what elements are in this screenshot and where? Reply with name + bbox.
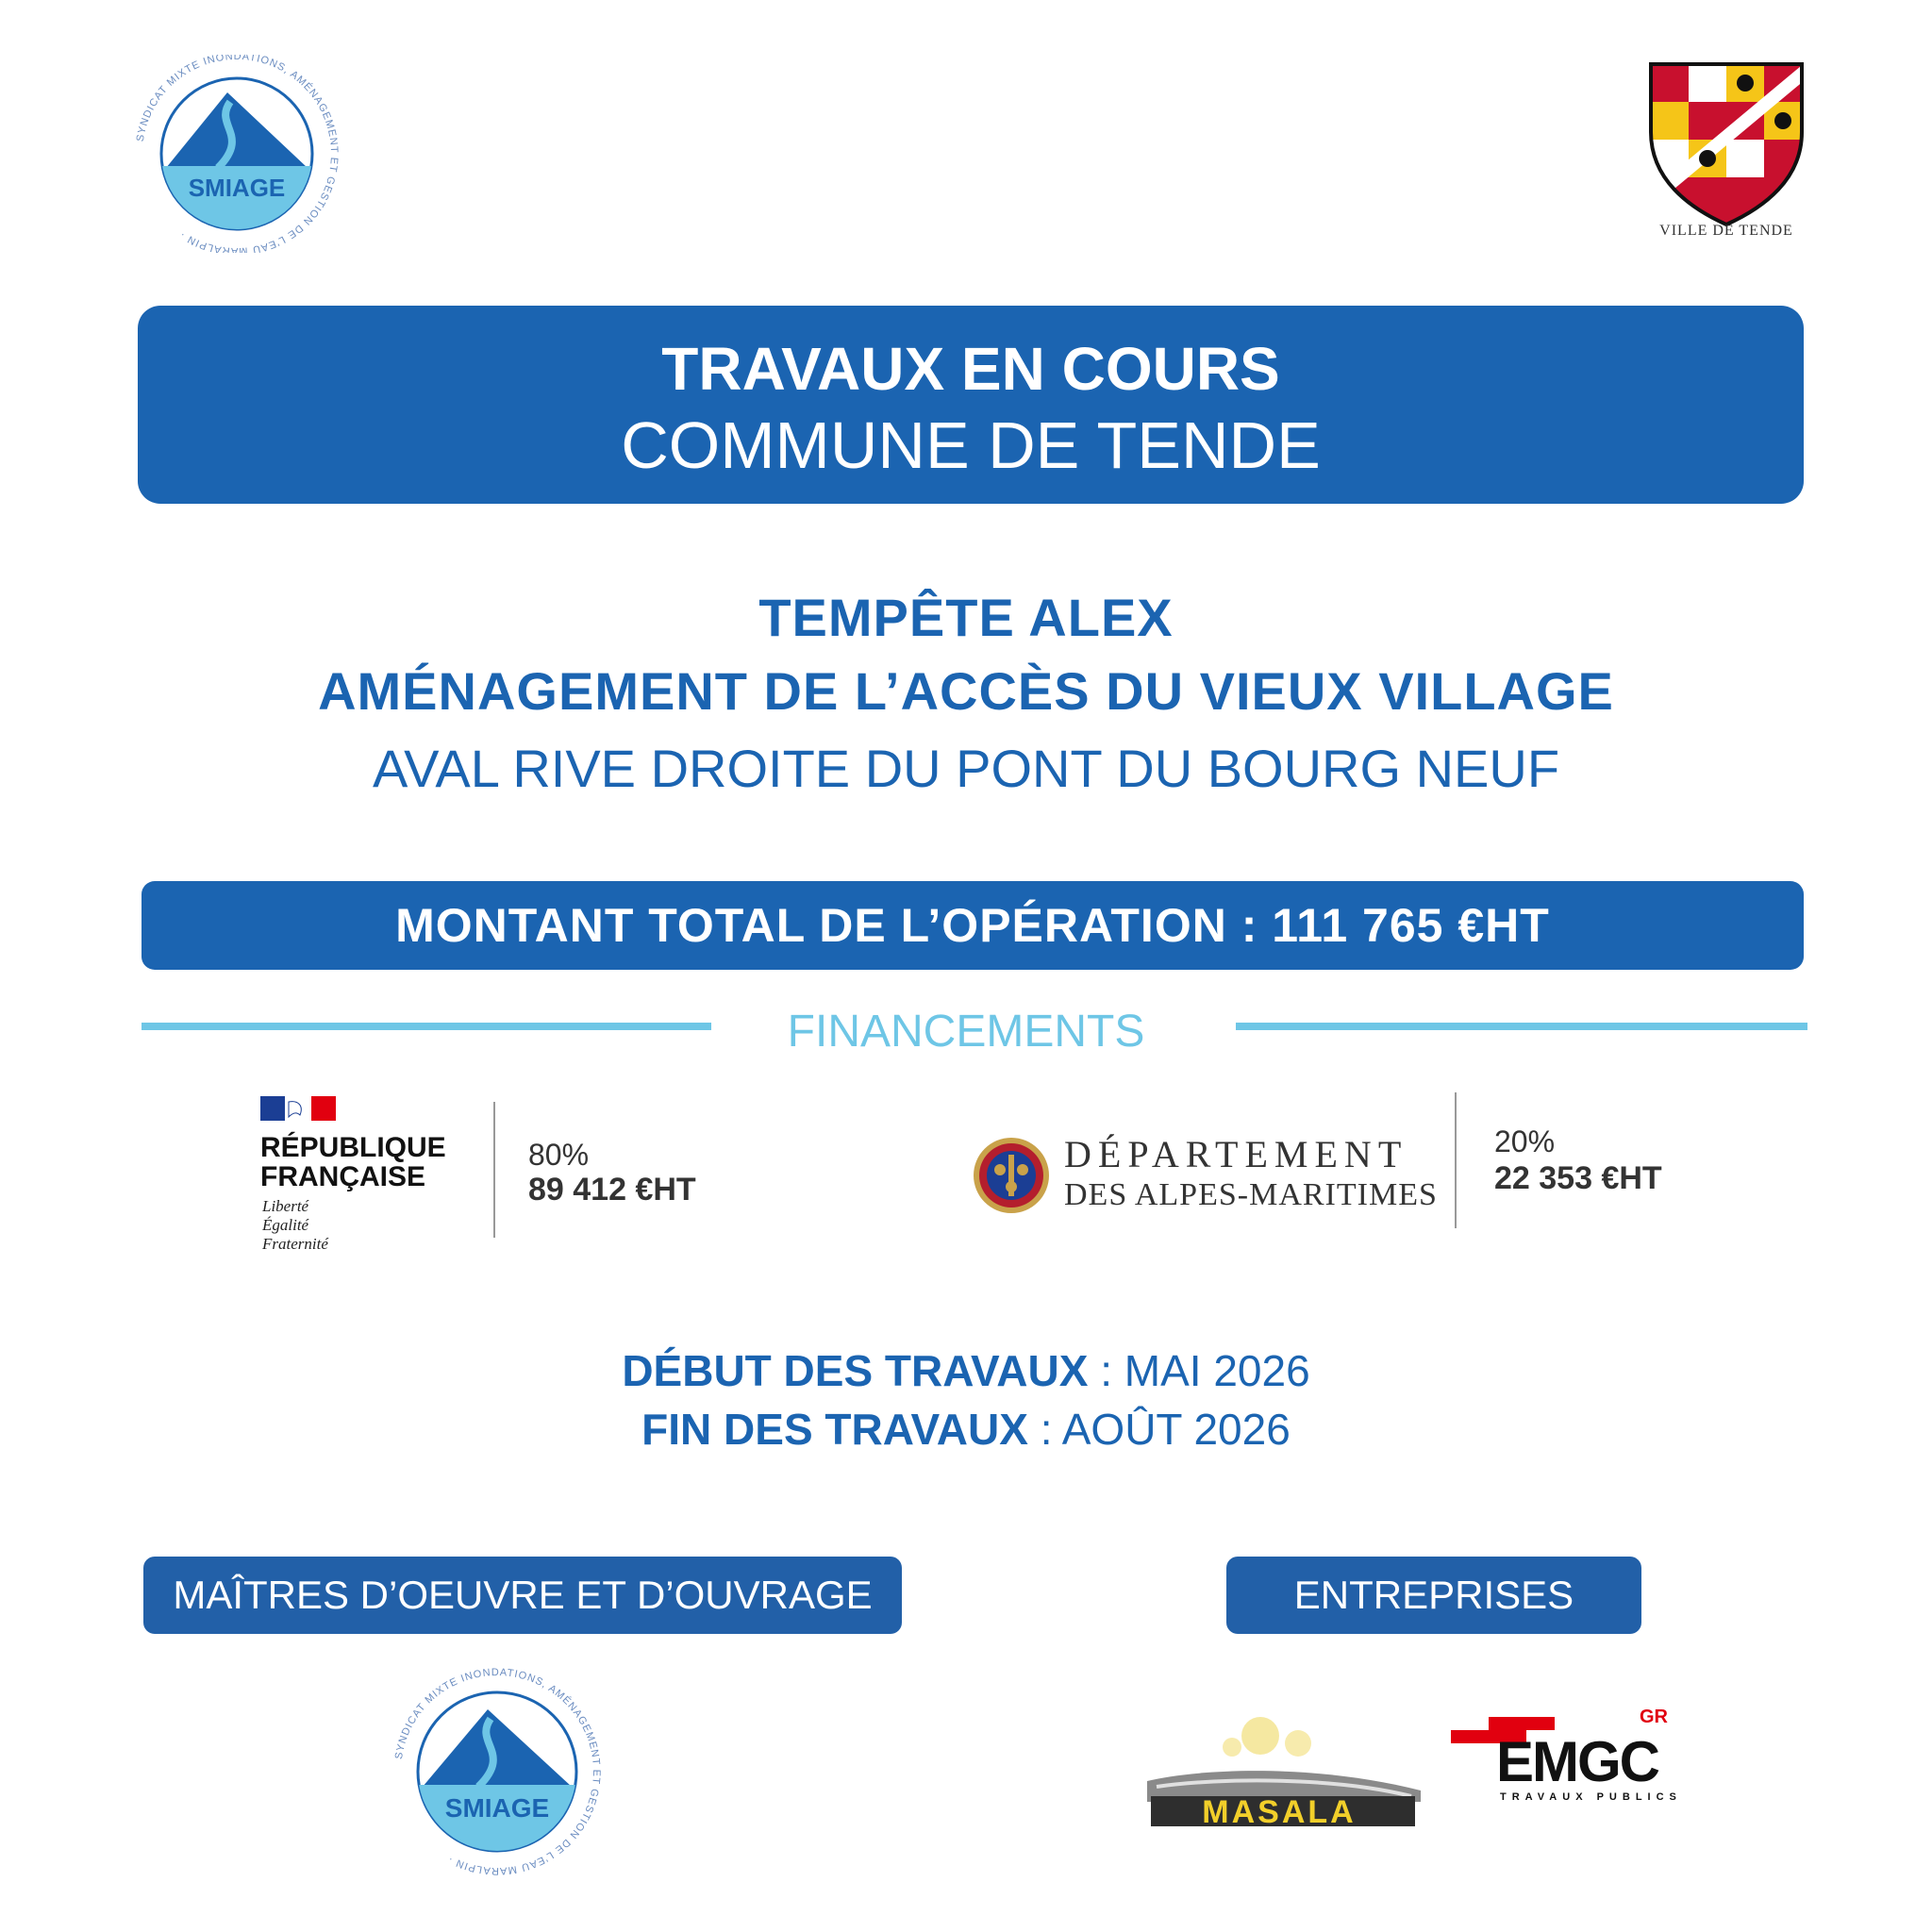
dept-amount: 22 353 €HT <box>1494 1160 1662 1196</box>
dept-line1: DÉPARTEMENT <box>1064 1133 1408 1175</box>
maitres-pill: MAÎTRES D’OEUVRE ET D’OUVRAGE <box>143 1557 902 1634</box>
republique-francaise-logo <box>260 1094 468 1255</box>
rf-motto-3: Fraternité <box>262 1235 328 1253</box>
departement-emblem <box>972 1136 1051 1215</box>
smiage-ring-text: SYNDICAT MIXTE INONDATIONS, AMÉNAGEMENT ET GESTION DE L'EAU MARALPIN · <box>134 55 341 253</box>
state-amount: 89 412 €HT <box>528 1172 696 1208</box>
project-title-2: AMÉNAGEMENT DE L’ACCÈS DU VIEUX VILLAGE <box>318 661 1614 721</box>
rf-line1: RÉPUBLIQUE <box>260 1132 446 1163</box>
end-date-value: : AOÛT 2026 <box>1027 1405 1291 1454</box>
smiage-logo-top <box>128 55 345 253</box>
emgc-logo <box>1451 1707 1724 1821</box>
dept-percent: 20% <box>1494 1124 1556 1158</box>
dept-divider <box>1455 1092 1457 1228</box>
emgc-gr: GR <box>1640 1707 1668 1727</box>
project-title-1: TEMPÊTE ALEX <box>758 588 1174 647</box>
end-date-label: FIN DES TRAVAUX <box>641 1405 1028 1454</box>
emgc-sub: TRAVAUX PUBLICS <box>1500 1791 1682 1803</box>
smiage-logo-bottom <box>389 1668 606 1875</box>
smiage-name-bottom: SMIAGE <box>444 1793 550 1823</box>
rf-motto-1: Liberté <box>262 1197 309 1215</box>
financements-label: FINANCEMENTS <box>787 1007 1145 1057</box>
rf-motto-2: Égalité <box>262 1216 309 1234</box>
project-subtitle: AVAL RIVE DROITE DU PONT DU BOURG NEUF <box>372 739 1560 798</box>
banner-subtitle: COMMUNE DE TENDE <box>621 408 1321 482</box>
end-date <box>0 1404 1932 1455</box>
marianne-flag-icon <box>260 1094 336 1123</box>
total-amount-bar: MONTANT TOTAL DE L’OPÉRATION : 111 765 €HT <box>142 881 1804 970</box>
smiage-name: SMIAGE <box>188 174 286 202</box>
start-date <box>0 1345 1932 1396</box>
state-percent: 80% <box>528 1138 590 1172</box>
tende-label: VILLE DE TENDE <box>1659 223 1793 239</box>
rf-line2: FRANÇAISE <box>260 1161 426 1192</box>
banner-title: TRAVAUX EN COURS <box>661 335 1280 403</box>
dept-line2: DES ALPES-MARITIMES <box>1064 1177 1438 1212</box>
emgc-name: EMGC <box>1496 1730 1658 1793</box>
tende-coat-of-arms <box>1641 47 1811 245</box>
start-date-value: : MAI 2026 <box>1088 1346 1310 1395</box>
entreprises-pill: ENTREPRISES <box>1226 1557 1641 1634</box>
start-date-label: DÉBUT DES TRAVAUX <box>622 1346 1089 1395</box>
masala-name: MASALA <box>1202 1794 1357 1828</box>
header-banner <box>138 306 1804 504</box>
rf-divider <box>493 1102 495 1238</box>
masala-logo <box>1147 1715 1421 1828</box>
smiage-ring-text-bottom: SYNDICAT MIXTE INONDATIONS, AMÉNAGEMENT ET GESTION DE L'EAU MARALPIN · <box>392 1668 603 1875</box>
